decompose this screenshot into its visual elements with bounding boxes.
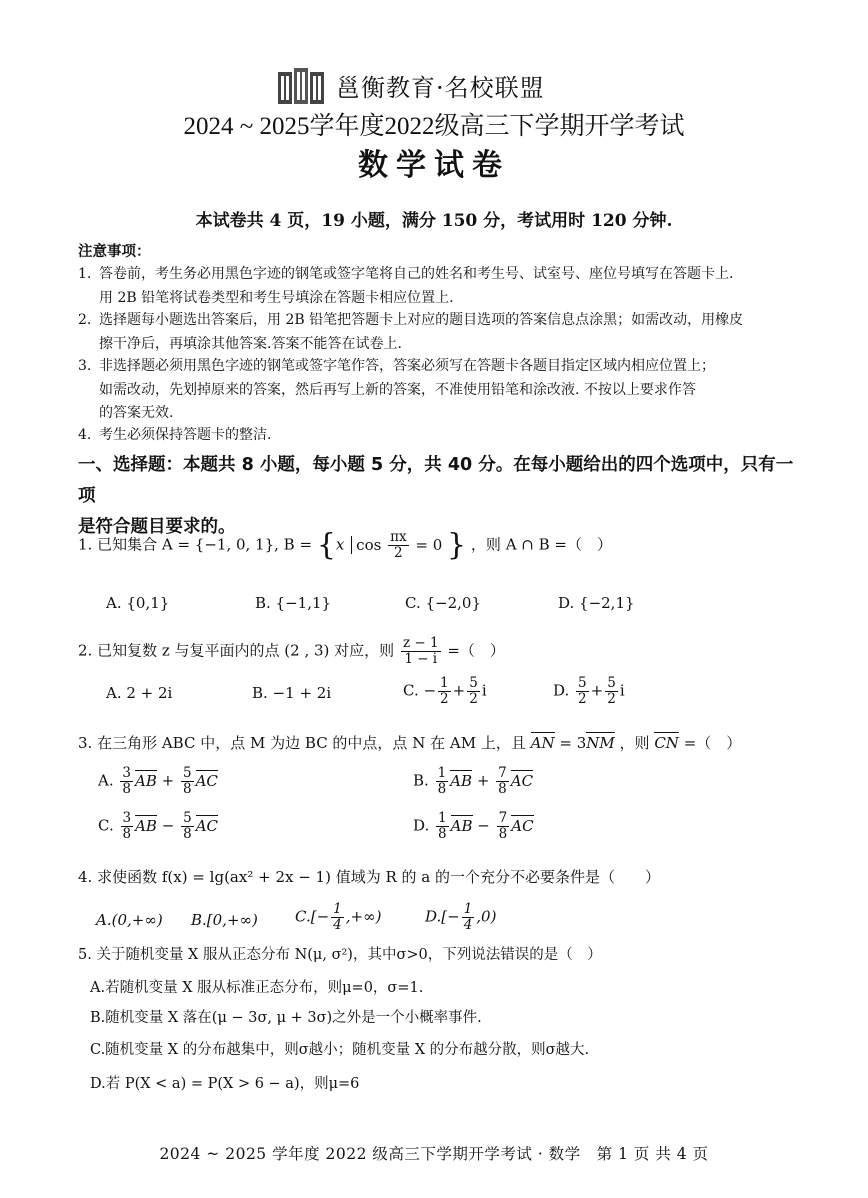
vector-an: AN: [530, 734, 555, 752]
notice-line: 答卷前，考生务必用黑色字迹的钢笔或签字笔将自己的姓名和考生号、试室号、座位号填写在答题卡上.: [99, 266, 734, 282]
q4-option-c: C.[− $\frac{1}{4}$ ,+∞): [295, 901, 382, 933]
q1-option-b: B. {−1,1}: [255, 594, 332, 612]
notice-item-number: 2.: [78, 312, 92, 328]
subject-title: 数学试卷: [358, 148, 510, 183]
q1-option-c: C. {−2,0}: [405, 594, 481, 612]
notice-item-2: [78, 309, 798, 356]
vector-cn: CN: [654, 734, 679, 752]
q4-option-b: B.[0,+∞): [191, 911, 258, 929]
section-heading-line: 是符合题目要求的。: [78, 517, 236, 537]
question-4: 4. 求使函数 f(x) = lg(ax² + 2x − 1) 值域为 R 的 a 的一个充分不必要条件是（ ）: [78, 868, 661, 886]
q2-option-b: B. −1 + 2i: [252, 684, 332, 702]
q3-option-d: D. $\frac{1}{8}$ AB − $\frac{7}{8}$ AC: [413, 810, 534, 842]
set-condition: [351, 529, 447, 561]
notice-line: 考生必须保持答题卡的整洁.: [99, 427, 272, 443]
q2-option-d: D. $\frac{5}{2}$ + $\frac{5}{2}$ i: [553, 675, 625, 707]
question-5: 5. 关于随机变量 X 服从正态分布 N(μ, σ²)，其中σ>0，下列说法错误的是（ ）: [78, 947, 602, 963]
q1-option-a: A. {0,1}: [106, 594, 170, 612]
cos-text: cos: [356, 535, 382, 554]
q1-prefix: 1. 已知集合 A = {−1, 0, 1}, B =: [78, 535, 313, 554]
q2-prefix: 2. 已知复数 z 与复平面内的点 (2 , 3) 对应，则: [78, 641, 395, 660]
page-footer: 2024 ~ 2025 学年度 2022 级高三下学期开学考试 · 数学 第 1 页 共 4 页: [159, 1145, 709, 1163]
q5-option-a: A.若随机变量 X 服从标准正态分布，则μ=0，σ=1.: [90, 980, 424, 996]
q5-option-c: C.随机变量 X 的分布越集中，则σ越小；随机变量 X 的分布越分散，则σ越大.: [90, 1042, 590, 1058]
notice-line: 选择题每小题选出答案后，用 2B 铅笔把答题卡上对应的题目选项的答案信息点涂黑；如需改动，用橡皮: [99, 312, 744, 328]
fraction: $\frac{\pi x}{2}$: [390, 529, 407, 561]
q4-option-a: A.(0,+∞): [96, 911, 163, 929]
vector-nm: NM: [586, 734, 615, 752]
question-3: 3. 在三角形 ABC 中，点 M 为边 BC 的中点，点 N 在 AM 上，且 AN = 3NM ，则 CN =（ ）: [78, 734, 742, 752]
set-close-brace: }: [447, 527, 467, 563]
notice-line: 用 2B 铅笔将试卷类型和考生号填涂在答题卡相应位置上.: [99, 289, 454, 306]
set-open-brace: {: [316, 527, 336, 563]
notice-item-number: 4.: [78, 427, 92, 443]
notice-line: 如需改动，先划掉原来的答案，然后再写上新的答案，不准使用铅笔和涂改液. 不按以上要求作答: [99, 381, 696, 398]
q1-suffix: ，则 A ∩ B =（ ）: [470, 535, 612, 554]
q2-option-c: C. − $\frac{1}{2}$ + $\frac{5}{2}$ i: [403, 675, 487, 707]
question-2: [78, 636, 808, 667]
notice-item-4: [78, 424, 798, 448]
exam-title: 2024 ~ 2025学年度2022级高三下学期开学考试: [183, 113, 685, 140]
q3-option-a: A. $\frac{3}{8}$ AB + $\frac{5}{8}$ AC: [98, 765, 218, 797]
notice-title: 注意事项：: [78, 243, 151, 260]
fraction: $\frac{z - 1}{1 - i}$: [402, 635, 439, 667]
notice-line: 非选择题必须用黑色字迹的钢笔或签字笔作答，答案必须写在答题卡各题目指定区域内相应位置上；: [99, 358, 715, 374]
section-heading-line: 一、选择题：本题共 8 小题，每小题 5 分，共 40 分。在每小题给出的四个选项中，只有一项: [78, 455, 794, 506]
q2-suffix: =（ ）: [447, 641, 505, 660]
q4-option-d: D.[− $\frac{1}{4}$ ,0): [425, 901, 497, 933]
q3-prefix: 3. 在三角形 ABC 中，点 M 为边 BC 的中点，点 N 在 AM 上，且: [78, 734, 526, 752]
notice-item-3: [78, 355, 798, 426]
q5-option-d: D.若 P(X < a) = P(X > 6 − a)，则μ=6: [90, 1076, 360, 1092]
q2-option-a: A. 2 + 2i: [106, 684, 173, 702]
eq-zero: = 0: [415, 535, 443, 554]
notice-line: 的答案无效.: [99, 405, 174, 421]
brand-name: 邕衡教育·名校联盟: [336, 74, 545, 102]
q3-option-b: B. $\frac{1}{8}$ AB + $\frac{7}{8}$ AC: [413, 765, 534, 797]
notice-item-1: [78, 263, 798, 310]
q3-option-c: C. $\frac{3}{8}$ AB − $\frac{5}{8}$ AC: [98, 810, 218, 842]
exam-info: 本试卷共 4 页，19 小题，满分 150 分，考试用时 120 分钟.: [195, 211, 673, 231]
q5-option-b: B.随机变量 X 落在(μ − 3σ, μ + 3σ)之外是一个小概率事件.: [90, 1010, 482, 1026]
notice-item-number: 3.: [78, 358, 92, 374]
q1-option-d: D. {−2,1}: [558, 594, 635, 612]
set-variable: x: [335, 535, 345, 554]
notice-line: 擦干净后，再填涂其他答案.答案不能答在试卷上.: [99, 335, 402, 352]
notice-item-number: 1.: [78, 266, 92, 282]
school-logo: [276, 66, 332, 106]
